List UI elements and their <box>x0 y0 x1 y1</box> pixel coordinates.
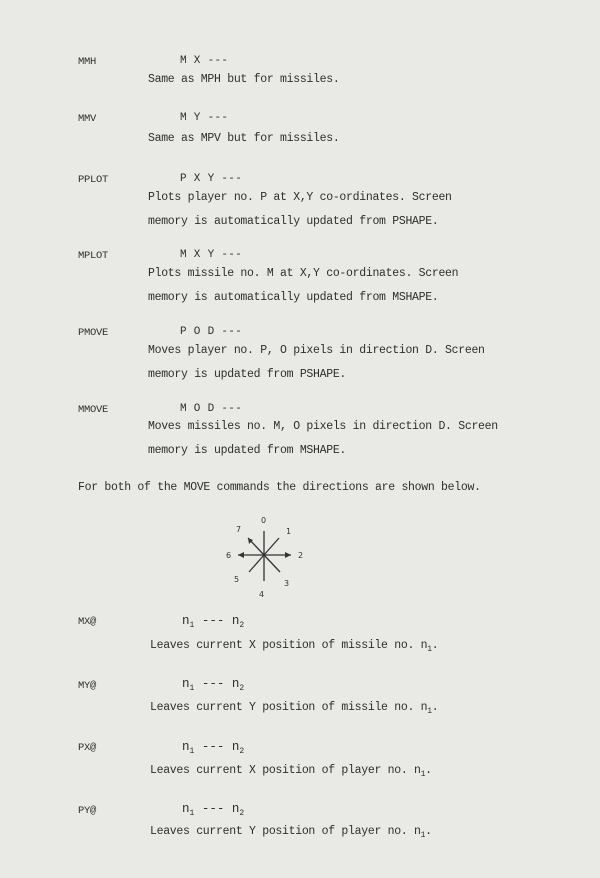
arrow-up-right-icon <box>264 538 279 555</box>
description-line: Plots missile no. M at X,Y co-ordinates. Screen <box>148 267 459 280</box>
description-line: memory is updated from PSHAPE. <box>148 368 347 381</box>
word-description: Leaves current X position of player no. $n_1$. <box>150 764 432 779</box>
description-line: memory is updated from MSHAPE. <box>148 444 347 457</box>
arrowhead-right-icon <box>285 552 291 558</box>
word-description <box>148 186 452 234</box>
stack-effect: $n_1$ --- $n_2$ <box>182 614 245 630</box>
stack-effect: M X Y --- <box>180 249 243 261</box>
description-line: Moves missiles no. M, O pixels in direction D. Screen <box>148 420 498 433</box>
word-description <box>148 415 498 463</box>
word-name: MMV <box>78 113 97 125</box>
word-name: PX@ <box>78 742 97 754</box>
word-description <box>148 262 458 310</box>
direction-intro: For both of the MOVE commands the directions are shown below. <box>78 481 481 494</box>
word-description: Leaves current Y position of player no. $n_1$. <box>150 825 432 840</box>
stack-effect: P O D --- <box>180 326 243 338</box>
word-description: Leaves current X position of missile no. $n_1$. <box>150 639 439 654</box>
word-description: Leaves current Y position of missile no. $n_1$. <box>150 701 439 716</box>
stack-effect: M O D --- <box>180 403 243 415</box>
description-line: memory is automatically updated from MSHAPE. <box>148 291 439 304</box>
description-line: memory is automatically updated from PSHAPE. <box>148 215 439 228</box>
word-name: MMH <box>78 56 97 68</box>
word-name: PPLOT <box>78 174 109 186</box>
word-description <box>148 339 485 387</box>
arrow-down-right-icon <box>264 555 280 572</box>
word-name: MMOVE <box>78 404 109 416</box>
direction-label: 0 <box>261 516 267 525</box>
direction-label: 7 <box>236 525 242 534</box>
description-line: Same as MPV but for missiles. <box>148 132 340 145</box>
direction-diagram <box>220 512 310 602</box>
word-name: PY@ <box>78 805 97 817</box>
direction-label: 3 <box>284 579 290 588</box>
stack-effect: P X Y --- <box>180 173 243 185</box>
word-description <box>148 68 339 92</box>
direction-label: 6 <box>226 551 232 560</box>
stack-effect: $n_1$ --- $n_2$ <box>182 740 245 756</box>
word-name: PMOVE <box>78 327 109 339</box>
direction-label: 4 <box>259 590 265 599</box>
direction-label: 5 <box>234 575 240 584</box>
direction-label: 1 <box>286 527 292 536</box>
center-dot-icon <box>262 553 265 556</box>
word-name: MY@ <box>78 680 97 692</box>
stack-effect: M Y --- <box>180 112 229 124</box>
direction-label: 2 <box>298 551 304 560</box>
arrowhead-left-icon <box>238 552 244 558</box>
word-description <box>148 127 339 151</box>
stack-effect: $n_1$ --- $n_2$ <box>182 677 245 693</box>
description-line: Moves player no. P, O pixels in direction D. Screen <box>148 344 485 357</box>
word-name: MPLOT <box>78 250 109 262</box>
word-name: MX@ <box>78 616 97 628</box>
arrow-down-left-icon <box>249 555 264 572</box>
description-line: Same as MPH but for missiles. <box>148 73 340 86</box>
stack-effect: M X --- <box>180 55 229 67</box>
description-line: Plots player no. P at X,Y co-ordinates. Screen <box>148 191 452 204</box>
stack-effect: $n_1$ --- $n_2$ <box>182 802 245 818</box>
